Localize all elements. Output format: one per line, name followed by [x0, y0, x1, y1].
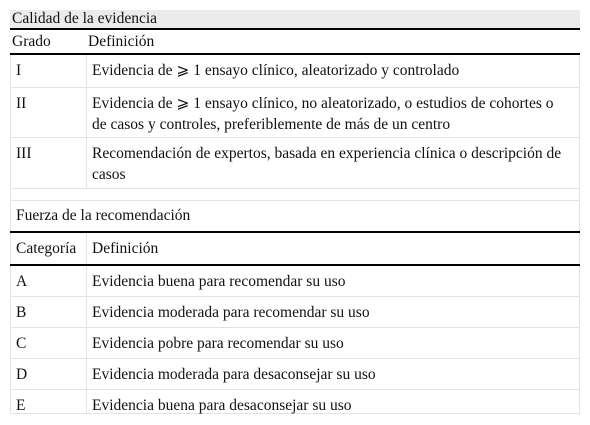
grade-cell: I — [16, 62, 22, 79]
category-cell: B — [16, 304, 27, 321]
grade-row — [10, 138, 580, 189]
quality-title-text: Calidad de la evidencia — [12, 10, 158, 27]
strength-section-title — [10, 201, 580, 231]
grade-row — [10, 55, 580, 88]
grade-cell: III — [16, 145, 32, 162]
category-row — [10, 390, 580, 414]
quality-section-title — [10, 10, 580, 28]
category-row — [10, 266, 580, 297]
spacer-row — [10, 189, 580, 201]
evidence-grading-table — [10, 10, 580, 414]
quality-header-row — [10, 30, 580, 53]
definition-cell: Recomendación de expertos, basada en experiencia clínica o descripción de casos — [86, 138, 579, 188]
grade-cell: II — [16, 95, 27, 112]
category-cell: A — [16, 273, 28, 290]
definition-cell: Evidencia buena para recomendar su uso — [86, 266, 579, 296]
definition-cell: Evidencia moderada para desaconsejar su uso — [86, 359, 579, 389]
definition-cell: Evidencia moderada para recomendar su uso — [86, 297, 579, 327]
category-cell: C — [16, 335, 27, 352]
category-row — [10, 328, 580, 359]
strength-title-text: Fuerza de la recomendación — [16, 207, 191, 224]
header-category: Categoría — [16, 240, 77, 257]
definition-cell: Evidencia buena para desaconsejar su uso — [86, 390, 579, 413]
definition-cell: Evidencia de ⩾ 1 ensayo clínico, no aleatorizado, o estudios de cohortes o de casos y controles, preferiblemente de más de un centro — [86, 88, 579, 137]
category-row — [10, 359, 580, 390]
definition-cell: Evidencia pobre para recomendar su uso — [86, 328, 579, 358]
category-cell: E — [16, 397, 26, 414]
header-definition: Definición — [88, 33, 155, 50]
grade-row — [10, 88, 580, 138]
header-grade: Grado — [12, 33, 51, 50]
category-row — [10, 297, 580, 328]
category-cell: D — [16, 366, 28, 383]
definition-cell: Evidencia de ⩾ 1 ensayo clínico, aleatorizado y controlado — [86, 55, 579, 87]
strength-header-row — [10, 233, 580, 264]
header-definition: Definición — [86, 233, 579, 264]
